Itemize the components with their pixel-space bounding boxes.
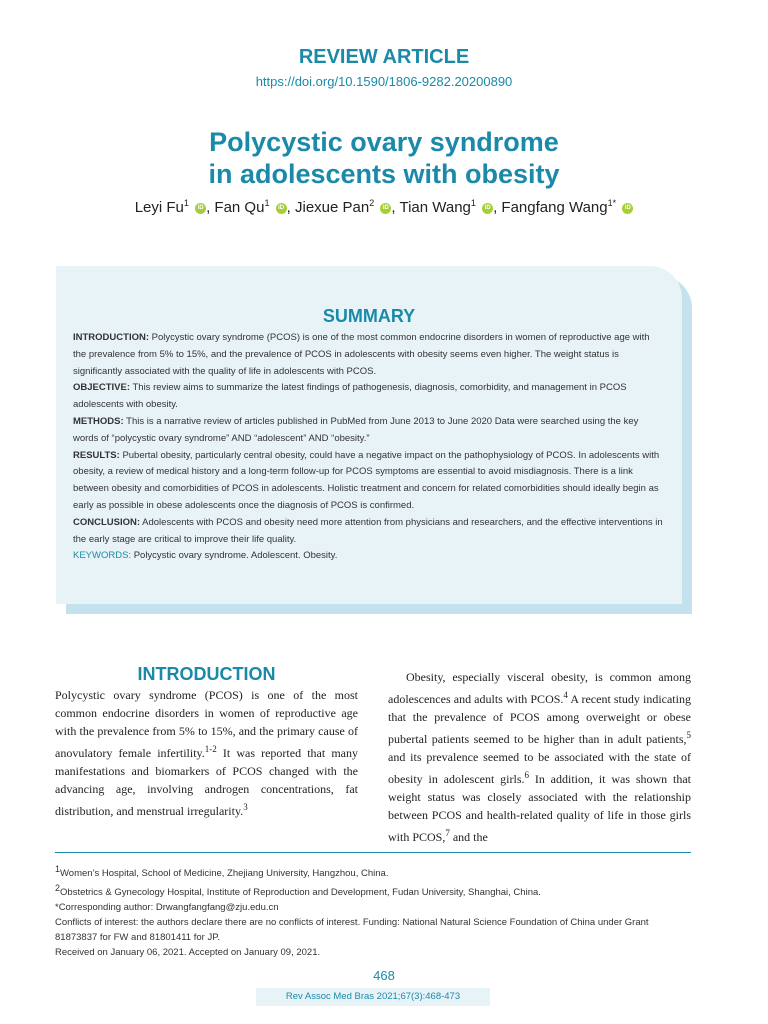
- body-text: In addition, it was shown that weight status was closely associated with the relationship between PCOS and health-related quality of life in those girls with PCOS,: [388, 772, 692, 844]
- summary-heading: SUMMARY: [322, 306, 416, 326]
- affiliation-marker: 2: [55, 883, 61, 894]
- paragraph: [388, 668, 691, 846]
- author-name: Leyi Fu: [134, 199, 184, 216]
- corresponding-author: *Corresponding author: Drwangfangfang@zju.edu.cn: [55, 902, 279, 914]
- footnotes: [55, 862, 691, 960]
- body-column-right: [388, 668, 691, 846]
- article-type: REVIEW ARTICLE: [298, 46, 470, 68]
- summary-conclusion: [73, 515, 665, 549]
- citation[interactable]: 1-2: [204, 744, 217, 754]
- author-name: Fangfang Wang: [501, 199, 608, 216]
- page-number: 468: [373, 968, 395, 983]
- summary-objective: [73, 380, 665, 414]
- summary-body: [73, 330, 665, 565]
- author-list: Leyi Fu$^1$ iD , Fan Qu$^1$ iD , Jiexue Pan$^2$ iD , Tian Wang$^1$ iD , Fangfang Wang$^{1*}$ iD: [0, 198, 768, 216]
- orcid-icon[interactable]: iD: [276, 203, 287, 214]
- summary-label: INTRODUCTION:: [73, 332, 149, 343]
- title-line-2: in adolescents with obesity: [208, 159, 560, 189]
- summary-text: Polycystic ovary syndrome (PCOS) is one of the most common endocrine disorders in women of reproductive age with the prevalence from 5% to 15%, and the prevalence of PCOS in adolescents with obesity seems even higher. The weight status is significantly associated with the quality of life in adolescents with PCOS.: [73, 332, 650, 377]
- body-text: and its prevalence seemed to be associated with the state of obesity in adolescent girls.: [388, 750, 691, 786]
- body-text: It was reported that many manifestations and biomarkers of PCOS changed with the advancing age, involving androgen concentrations, fat distribution, and menstrual irregularity.: [55, 746, 358, 818]
- citation[interactable]: 4: [563, 690, 568, 700]
- author-name: Tian Wang: [399, 199, 471, 216]
- affiliation-text: Obstetrics & Gynecology Hospital, Institute of Reproduction and Development, Fudan University, Shanghai, China.: [60, 887, 541, 899]
- orcid-icon[interactable]: iD: [622, 203, 633, 214]
- orcid-icon[interactable]: iD: [380, 203, 391, 214]
- title-line-1: Polycystic ovary syndrome: [209, 127, 559, 157]
- received-date: Received on January 06, 2021. Accepted on January 09, 2021.: [55, 947, 321, 959]
- summary-label: RESULTS:: [73, 449, 120, 461]
- body-column-left: [55, 686, 358, 820]
- summary-label: METHODS:: [73, 415, 124, 427]
- summary-methods: [73, 414, 665, 448]
- affiliation-2: [55, 881, 691, 900]
- summary-text: This is a narrative review of articles published in PubMed from June 2013 to June 2020 Data were searched using the key words of “polycystic ovary syndrome” AND “adolescent” AND “obesity.”: [73, 415, 639, 444]
- paragraph: [55, 686, 358, 820]
- footnote-divider: [55, 852, 691, 853]
- affiliation-marker: 1: [55, 864, 61, 874]
- author-affiliation: 2: [369, 198, 375, 208]
- citation[interactable]: 6: [524, 770, 529, 780]
- citation[interactable]: 7: [445, 828, 450, 838]
- conflicts-of-interest: Conflicts of interest: the authors declare there are no conflicts of interest. Funding: National Natural Science Foundation of China under Grant 81873837 for FW and 81801411 for JP.: [55, 917, 649, 944]
- article-title: [0, 126, 768, 190]
- summary-results: [73, 448, 665, 515]
- summary-introduction: [73, 330, 665, 380]
- orcid-icon[interactable]: iD: [482, 203, 493, 214]
- author-affiliation: 1: [264, 198, 270, 208]
- keywords-text: Polycystic ovary syndrome. Adolescent. Obesity.: [133, 550, 338, 562]
- author-affiliation: 1*: [607, 198, 617, 208]
- affiliation-1: [55, 862, 691, 881]
- body-text: Polycystic ovary syndrome (PCOS) is one of the most common endocrine disorders in women of reproductive age with the prevalence from 5% to 15%, and the primary cause of anovulatory female infertility.: [55, 688, 358, 760]
- citation[interactable]: 3: [243, 802, 248, 812]
- orcid-icon[interactable]: iD: [195, 203, 206, 214]
- affiliation-text: Women’s Hospital, School of Medicine, Zhejiang University, Hangzhou, China.: [60, 868, 389, 880]
- author-affiliation: 1: [183, 198, 189, 208]
- author-affiliation: 1: [470, 198, 476, 208]
- summary-text: Pubertal obesity, particularly central obesity, could have a negative impact on the pathophysiology of PCOS. In adolescents with obesity, a review of medical history and a long-term follow-up for PCOS symptoms are essential to avoid misdiagnosis. There is a link between obesity and comorbidities of PCOS in adolescents. Holistic treatment and concern for related comorbidities should ideally begin as early as possible in obese adolescents once the diagnosis of PCOS is confirmed.: [73, 449, 660, 511]
- author-name: Jiexue Pan: [294, 199, 370, 216]
- author-name: Fan Qu: [214, 199, 265, 216]
- summary-text: Adolescents with PCOS and obesity need more attention from physicians and researchers, and the effective interventions in the early stage are critical to improve their life quality.: [73, 516, 663, 545]
- keywords-label: KEYWORDS:: [73, 550, 132, 562]
- introduction-heading: INTRODUCTION: [137, 664, 276, 684]
- summary-label: OBJECTIVE:: [73, 382, 131, 394]
- citation[interactable]: 5: [686, 730, 691, 740]
- body-text: Obesity, especially visceral obesity, is common among adolescences and adults with PCOS.: [388, 670, 691, 706]
- journal-reference: Rev Assoc Med Bras 2021;67(3):468-473: [256, 988, 490, 1006]
- summary-label: CONCLUSION:: [73, 516, 141, 528]
- doi-link[interactable]: https://doi.org/10.1590/1806-9282.20200890: [255, 74, 513, 89]
- body-text: and the: [449, 830, 488, 844]
- summary-keywords: [73, 548, 665, 565]
- summary-text: This review aims to summarize the latest findings of pathogenesis, diagnosis, comorbidity, and management in PCOS adolescents with obesity.: [73, 382, 627, 411]
- body-text: A recent study indicating that the prevalence of PCOS among overweight or obese pubertal patients seemed to be higher than in adult patients,: [388, 692, 691, 746]
